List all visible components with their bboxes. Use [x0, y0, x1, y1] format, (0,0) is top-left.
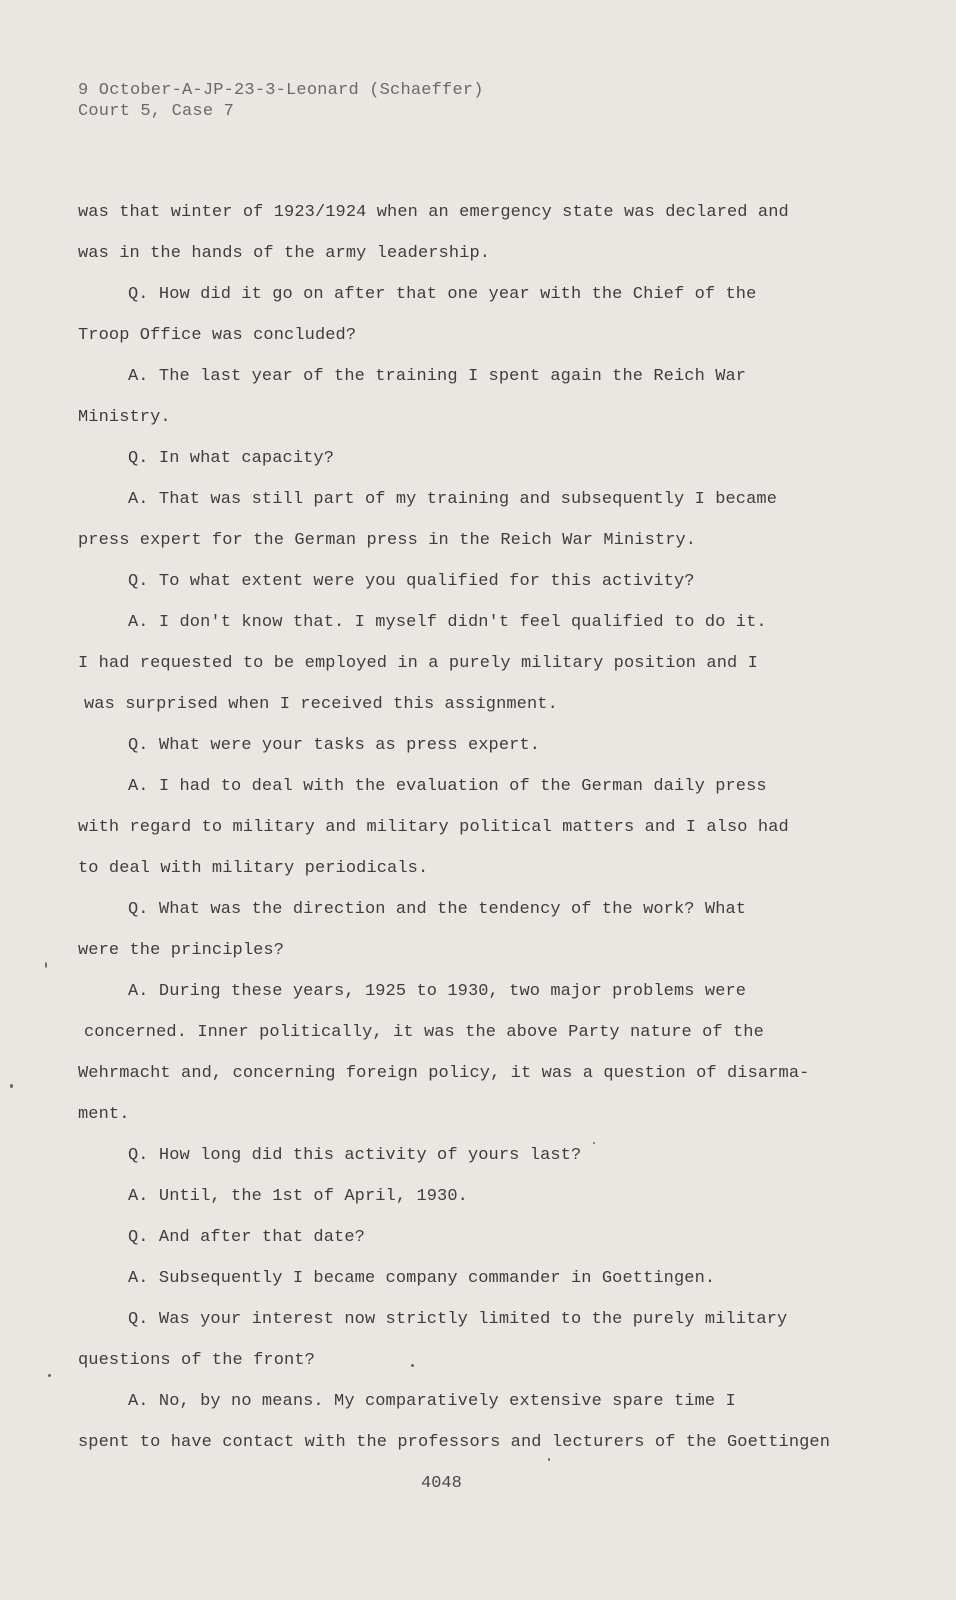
- answer-line: A. Subsequently I became company commander in Goettingen.: [128, 1269, 716, 1288]
- question-line: Q. How long did this activity of yours last?: [128, 1146, 582, 1165]
- answer-line: A. Until, the 1st of April, 1930.: [128, 1187, 468, 1206]
- paper-mark: [10, 1084, 13, 1088]
- question-line: Q. Was your interest now strictly limited to the purely military: [128, 1310, 788, 1329]
- answer-line: A. No, by no means. My comparatively extensive spare time I: [128, 1392, 736, 1411]
- page-number: 4048: [421, 1474, 462, 1493]
- text-line: with regard to military and military political matters and I also had: [78, 818, 789, 837]
- header-reference-line: 9 October-A-JP-23-3-Leonard (Schaeffer): [78, 81, 484, 100]
- question-line: Q. What was the direction and the tendency of the work? What: [128, 900, 747, 919]
- paper-mark: [593, 1142, 595, 1144]
- text-line: to deal with military periodicals.: [78, 859, 429, 878]
- text-line: Ministry.: [78, 408, 171, 427]
- question-line: Q. In what capacity?: [128, 449, 335, 468]
- text-line: press expert for the German press in the Reich War Ministry.: [78, 531, 697, 550]
- text-line: questions of the front?: [78, 1351, 315, 1370]
- answer-line: A. That was still part of my training and subsequently I became: [128, 490, 778, 509]
- answer-line: A. I had to deal with the evaluation of the German daily press: [128, 777, 767, 796]
- paper-mark: [45, 962, 47, 968]
- question-line: Q. What were your tasks as press expert.: [128, 736, 541, 755]
- text-line: were the principles?: [78, 941, 285, 960]
- answer-line: A. During these years, 1925 to 1930, two major problems were: [128, 982, 747, 1001]
- header-court-line: Court 5, Case 7: [78, 102, 235, 121]
- question-line: Q. To what extent were you qualified for this activity?: [128, 572, 695, 591]
- text-line: ment.: [78, 1105, 130, 1124]
- question-line: Q. And after that date?: [128, 1228, 365, 1247]
- text-line: was surprised when I received this assignment.: [84, 695, 558, 714]
- text-line: Troop Office was concluded?: [78, 326, 357, 345]
- text-line: I had requested to be employed in a purely military position and I: [78, 654, 758, 673]
- document-header: [78, 80, 484, 122]
- paper-mark: [48, 1374, 51, 1377]
- text-line: concerned. Inner politically, it was the above Party nature of the: [84, 1023, 764, 1042]
- answer-line: A. The last year of the training I spent again the Reich War: [128, 367, 747, 386]
- question-line: Q. How did it go on after that one year with the Chief of the: [128, 285, 757, 304]
- answer-line: A. I don't know that. I myself didn't feel qualified to do it.: [128, 613, 767, 632]
- paper-mark: [411, 1364, 414, 1367]
- paper-mark: [548, 1458, 550, 1461]
- text-line: was that winter of 1923/1924 when an emergency state was declared and: [78, 203, 789, 222]
- text-line: Wehrmacht and, concerning foreign policy, it was a question of disarma-: [78, 1064, 810, 1083]
- text-line: spent to have contact with the professors and lecturers of the Goettingen: [78, 1433, 831, 1452]
- text-line: was in the hands of the army leadership.: [78, 244, 491, 263]
